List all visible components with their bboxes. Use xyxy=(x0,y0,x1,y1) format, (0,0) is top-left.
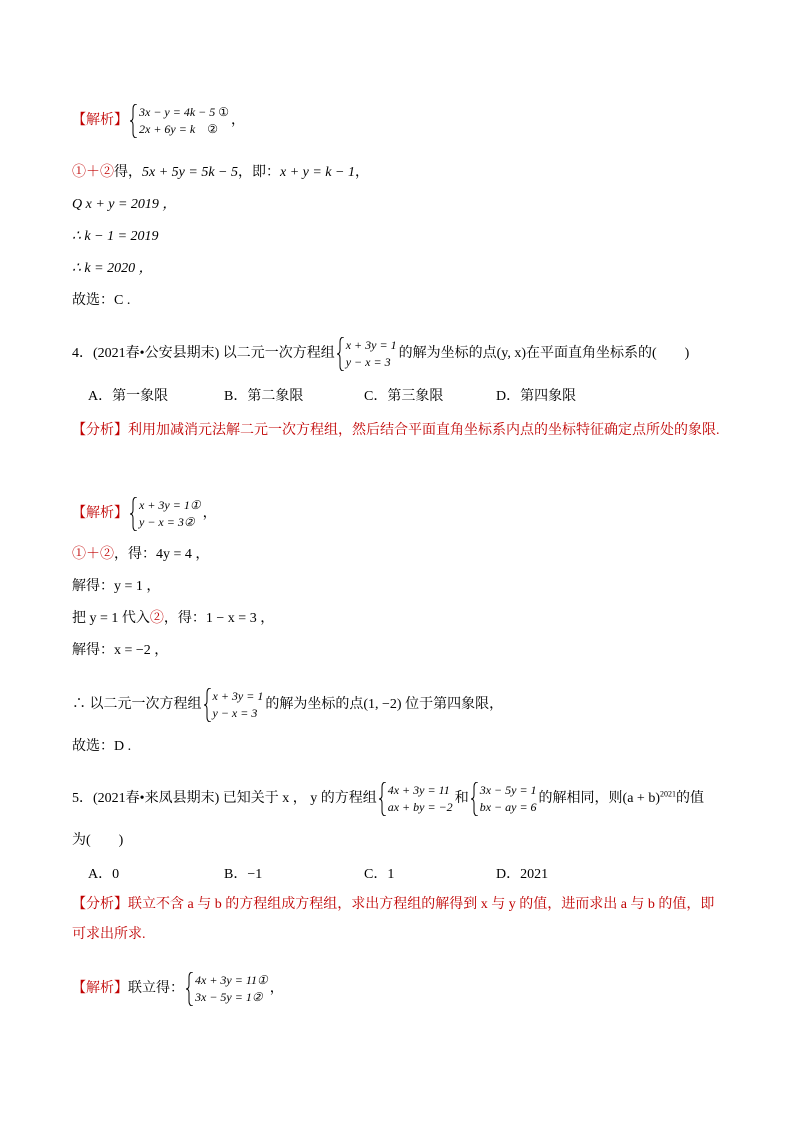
q4-step-3: 把 y = 1 代入②，得：1 − x = 3 ， xyxy=(72,611,275,626)
q4-step-2: 解得：y = 1 ， xyxy=(72,579,161,594)
equation-system: x + 3y = 1 y − x = 3 xyxy=(204,688,264,722)
option-c[interactable]: C．第三象限 xyxy=(364,389,444,404)
equation-row: 3x − y = 4k − 5 ① xyxy=(139,105,230,119)
brace-icon xyxy=(186,972,194,1006)
q4-analysis: 【分析】利用加减消元法解二元一次方程组，然后结合平面直角坐标系内点的坐标特征确定点所处的象限. xyxy=(72,423,720,438)
solution-label: 【解析】 xyxy=(72,506,128,522)
option-c[interactable]: C．1 xyxy=(364,867,395,882)
q4-conclusion: ∴ 以二元一次方程组 x + 3y = 1 y − x = 3 的解为坐标的点(1, −2) 位于第四象限， xyxy=(72,689,504,720)
option-d[interactable]: D．2021 xyxy=(496,867,549,882)
q3-step-3: ∴ k − 1 = 2019 xyxy=(72,229,159,244)
analysis-label: 【分析】 xyxy=(72,423,128,438)
q4-stem: 4．(2021春•公安县期末) 以二元一次方程组 x + 3y = 1 y − x = 3 的解为坐标的点(y, x)在平面直角坐标系的( ) xyxy=(72,338,690,369)
brace-icon xyxy=(130,104,138,138)
equation-system xyxy=(130,104,229,138)
equation-system: x + 3y = 1① y − x = 3② xyxy=(130,497,201,531)
option-a[interactable]: A．0 xyxy=(88,867,120,882)
q4-answer: 故选：D . xyxy=(72,739,132,754)
q4-step-4: 解得：x = −2 ， xyxy=(72,643,169,658)
solution-label: 【解析】 xyxy=(72,981,128,997)
q3-answer: 故选：C . xyxy=(72,293,131,308)
option-b[interactable]: B．−1 xyxy=(224,867,263,882)
option-a[interactable]: A．第一象限 xyxy=(88,389,169,404)
q3-step-2: Q x + y = 2019 ， xyxy=(72,197,177,212)
brace-icon xyxy=(471,782,479,816)
option-b[interactable]: B．第二象限 xyxy=(224,389,304,404)
q5-stem-line-2: 为( ) xyxy=(72,833,124,848)
equation-system: 3x − 5y = 1 bx − ay = 6 xyxy=(471,782,537,816)
q5-solution-line: 【解析】联立得： 4x + 3y = 11① 3x − 5y = 1② ， xyxy=(72,973,284,1004)
q4-solution-line: 【解析】 x + 3y = 1① y − x = 3② ， xyxy=(72,498,217,529)
brace-icon xyxy=(337,337,345,371)
brace-icon xyxy=(130,497,138,531)
equation-system: 4x + 3y = 11 ax + by = −2 xyxy=(379,782,453,816)
solution-label: 【解析】 xyxy=(72,113,128,129)
q3-step-1: ①＋②得，5x + 5y = 5k − 5，即：x + y = k − 1， xyxy=(72,165,369,180)
q3-solution-line: 【解析】 3x − y = 4k − 5 ① 2x + 6y = k ② ， xyxy=(72,105,246,136)
q5-analysis: 【分析】联立不含 a 与 b 的方程组成方程组，求出方程组的解得到 x 与 y 的值，进而求出 a 与 b 的值，即可求出所求. xyxy=(72,897,715,942)
q3-step-4: ∴ k = 2020 ， xyxy=(72,261,153,276)
equation-system: x + 3y = 1 y − x = 3 xyxy=(337,337,397,371)
brace-icon xyxy=(379,782,387,816)
equation-system: 4x + 3y = 11① 3x − 5y = 1② xyxy=(186,972,268,1006)
option-d[interactable]: D．第四象限 xyxy=(496,389,577,404)
q5-stem: 5．(2021春•来凤县期末) 已知关于 x ， y 的方程组 4x + 3y = 11 ax + by = −2 和 3x − 5y = 1 bx − ay = 6 的解相同，则$(a + b)^{2021}$的值 xyxy=(72,783,704,814)
brace-icon xyxy=(204,688,212,722)
equation-row: 2x + 6y = k ② xyxy=(139,122,218,136)
q4-step-1: ①＋②，得：4y = 4 ， xyxy=(72,547,210,562)
analysis-label: 【分析】 xyxy=(72,897,128,912)
